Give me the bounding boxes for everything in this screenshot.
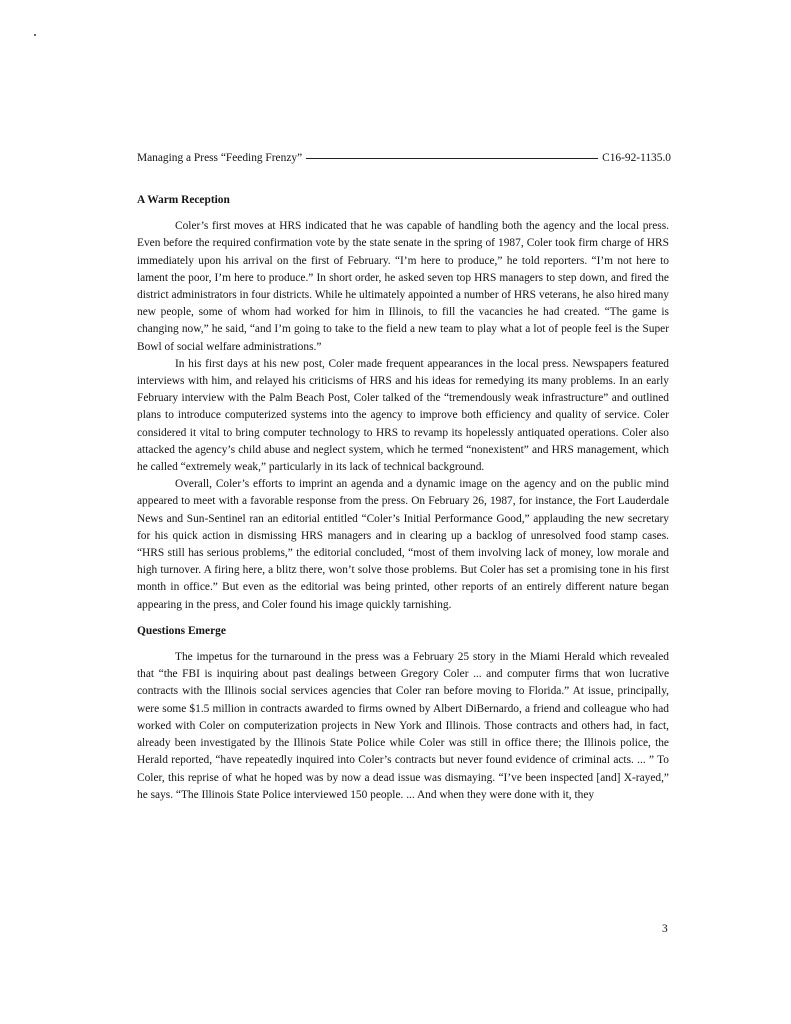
section-heading-questions-emerge: Questions Emerge — [137, 624, 226, 637]
paragraph: Overall, Coler’s efforts to imprint an agenda and a dynamic image on the agency and on the public mind appeared to meet with a favorable response from the press. On February 26, 1987, for instance, the Fort Lauderdale News and Sun-Sentinel ran an editorial entitled “Coler’s Initial Performance Good,” applauding the new secretary for his quick action in dismissing HRS managers and in clearing up a backlog of unresolved food stamp cases. “HRS still has serious problems,” the editorial concluded, “most of them involving lack of money, low morale and high turnover. A firing here, a blitz there, won’t solve those problems. But Coler has set a promising tone in his first month in office.” But even as the editorial was being printed, other reports of an entirely different nature began appearing in the press, and Coler found his image quickly tarnishing. — [137, 478, 669, 611]
paragraph: Coler’s first moves at HRS indicated that he was capable of handling both the agency and the local press. Even before the required confirmation vote by the state senate in the spring of 1987, Coler took firm charge of HRS immediately upon his arrival on the first of February. “I’m here to produce,” he told reporters. “I’m not here to lament the poor, I’m here to produce.” In short order, he asked seven top HRS managers to step down, and fired the district administrators in four districts. While he ultimately appointed a number of HRS veterans, he also hired many new people, some of whom had worked for him in Illinois, to fill the vacancies he had created. “The game is changing now,” he said, “and I’m going to take to the field a new team to play what a lot of people feel is the Super Bowl of social welfare administrations.” — [137, 220, 669, 353]
paragraph: In his first days at his new post, Coler made frequent appearances in the local press. Newspapers featured interviews with him, and relayed his criticisms of HRS and his ideas for remedying its many problems. In an early February interview with the Palm Beach Post, Coler talked of the “tremendously weak infrastructure” and outlined plans to introduce computerized systems into the agency to improve both efficiency and quality of service. Coler considered it vital to bring computer technology to HRS to revamp its hopelessly antiquated operations. Coler also attacked the agency’s child abuse and neglect system, which he termed “nonexistent” and HRS management, which he called “extremely weak,” particularly in its lack of technical background. — [137, 357, 669, 474]
paragraph: The impetus for the turnaround in the press was a February 25 story in the Miami Herald which revealed that “the FBI is inquiring about past dealings between Gregory Coler ... and computer firms that won lucrative contracts with the Illinois social services agencies that Coler ran before moving to Florida.” At issue, principally, were some $1.5 million in contracts awarded to firms owned by Albert DiBernardo, a friend and colleague who had worked with Coler on computerization projects in New York and Illinois. Those contracts and others had, in fact, already been investigated by the Illinois State Police while Coler was still in office there; the Illinois police, the Herald reported, “have repeatedly inquired into Coler’s contracts but never found evidence of criminal acts. ... ” To Coler, this reprise of what he hoped was by now a dead issue was dismaying. “I’ve been inspected [and] X-rayed,” he says. “The Illinois State Police interviewed 150 people. ... And when they were done with it, they — [137, 651, 669, 801]
page-number: 3 — [662, 923, 668, 935]
header-title: Managing a Press “Feeding Frenzy” — [137, 152, 303, 164]
section-heading-warm-reception: A Warm Reception — [137, 194, 230, 206]
case-number: C16-92-1135.0 — [602, 152, 671, 164]
document-body — [137, 192, 669, 804]
scan-speck — [34, 34, 36, 36]
page-header — [137, 151, 671, 165]
header-rule — [306, 158, 598, 159]
